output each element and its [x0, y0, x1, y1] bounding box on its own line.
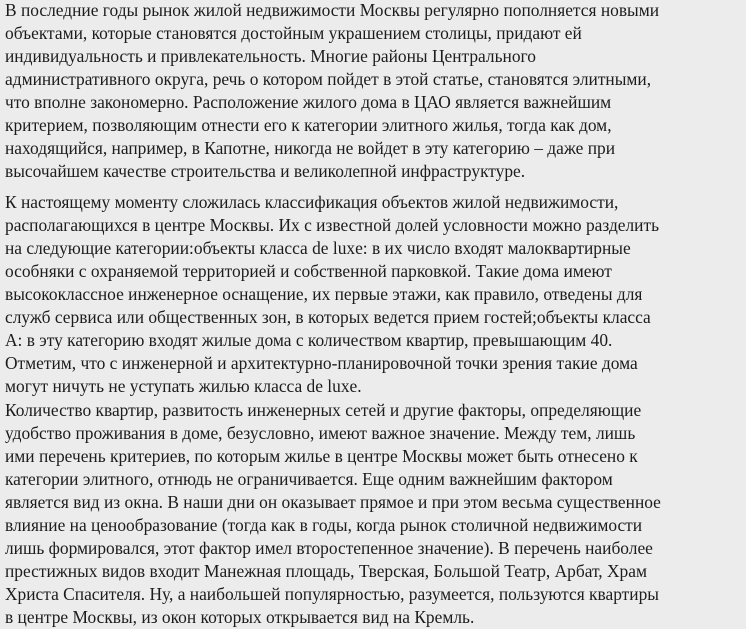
- text-line: А: в эту категорию входят жилые дома с количеством квартир, превышающим 40.: [5, 330, 613, 350]
- text-line: критерием, позволяющим отнести его к категории элитного жилья, тогда как дом,: [5, 115, 612, 135]
- text-line: высочайшем качестве строительства и великолепной инфраструктуре.: [5, 161, 526, 181]
- text-line: Отметим, что с инженерной и архитектурно-планировочной точки зрения такие дома: [5, 353, 638, 373]
- text-line: Христа Спасителя. Ну, а наибольшей популярностью, разумеется, пользуются квартиры: [5, 584, 659, 604]
- text-line: административного округа, речь о котором пойдет в этой статье, становятся элитными,: [5, 69, 652, 89]
- text-line: ими перечень критериев, по которым жилье в центре Москвы может быть отнесено к: [5, 446, 638, 466]
- text-line: индивидуальность и привлекательность. Многие районы Центрального: [5, 46, 536, 66]
- paragraph-1: [5, 0, 659, 183]
- text-line: лишь формировался, этот фактор имел второстепенное значение). В перечень наиболее: [5, 538, 653, 558]
- text-line: могут ничуть не уступать жилью класса de luxe.: [5, 376, 362, 396]
- paragraph-2: [5, 191, 659, 398]
- text-line: влияние на ценообразование (тогда как в годы, когда рынок столичной недвижимости: [5, 515, 643, 535]
- text-line: особняки с охраняемой территорией и собственной парковкой. Такие дома имеют: [5, 261, 612, 281]
- text-line: категории элитного, отнюдь не ограничивается. Еще одним важнейшим фактором: [5, 469, 613, 489]
- text-line: располагающихся в центре Москвы. Их с известной долей условности можно разделить: [5, 215, 660, 235]
- text-line: объектами, которые становятся достойным украшением столицы, придают ей: [5, 23, 582, 43]
- text-line: является вид из окна. В наши дни он оказывает прямое и при этом весьма существенное: [5, 492, 661, 512]
- text-line: удобство проживания в доме, безусловно, имеют важное значение. Между тем, лишь: [5, 423, 636, 443]
- paragraph-3: [5, 399, 661, 629]
- text-line: Количество квартир, развитость инженерных сетей и другие факторы, определяющие: [5, 400, 642, 420]
- text-line: служб сервиса или общественных зон, в которых ведется прием гостей;объекты класса: [5, 307, 651, 327]
- text-line: высококлассное инженерное оснащение, их первые этажи, как правило, отведены для: [5, 284, 643, 304]
- text-line: находящийся, например, в Капотне, никогда не войдет в эту категорию – даже при: [5, 138, 616, 158]
- text-line: В последние годы рынок жилой недвижимости Москвы регулярно пополняется новыми: [5, 0, 660, 20]
- text-line: в центре Москвы, из окон которых открывается вид на Кремль.: [5, 607, 475, 627]
- text-line: К настоящему моменту сложилась классификация объектов жилой недвижимости,: [5, 192, 619, 212]
- text-line: престижных видов входит Манежная площадь, Тверская, Большой Театр, Арбат, Храм: [5, 561, 647, 581]
- text-line: на следующие категории:объекты класса de luxe: в их число входят малоквартирные: [5, 238, 631, 258]
- text-line: что вполне закономерно. Расположение жилого дома в ЦАО является важнейшим: [5, 92, 612, 112]
